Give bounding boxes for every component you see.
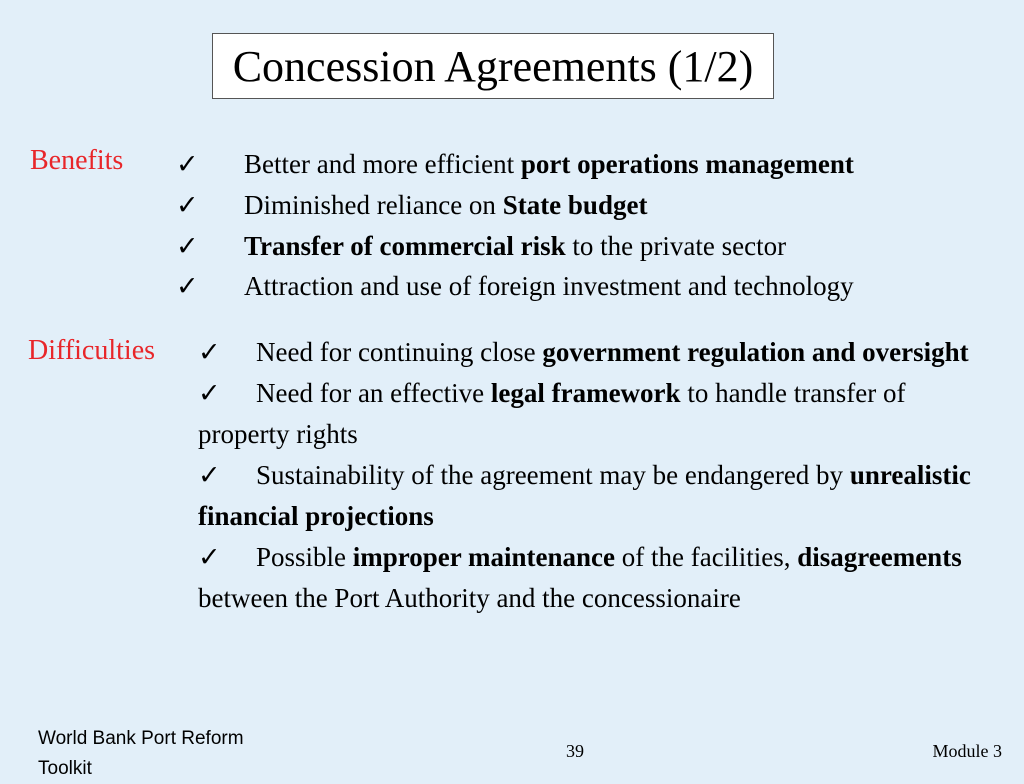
difficulty-bold-text: improper maintenance <box>352 542 616 572</box>
benefit-item <box>176 185 647 225</box>
difficulty-text: Need for continuing close <box>256 337 543 367</box>
difficulty-item <box>198 537 998 619</box>
checkmark-icon: ✓ <box>198 460 221 490</box>
difficulty-bold-text-2: disagreements <box>797 542 962 572</box>
difficulty-text-post: to handle transfer of property rights <box>198 378 906 449</box>
checkmark-icon: ✓ <box>176 271 199 301</box>
difficulties-list <box>198 332 998 619</box>
benefit-text: Better and more efficient <box>244 149 521 179</box>
difficulty-bold-text: unrealistic financial projections <box>198 460 971 531</box>
benefits-label: Benefits <box>30 145 124 176</box>
checkmark-icon: ✓ <box>198 378 221 408</box>
checkmark-icon: ✓ <box>176 231 199 261</box>
slide-title: Concession Agreements (1/2) <box>232 41 754 91</box>
difficulty-bold-text: government regulation and oversight <box>542 337 969 367</box>
benefit-item <box>176 226 786 266</box>
page-number: 39 <box>566 741 584 761</box>
difficulty-text-post: of the facilities, <box>615 542 798 572</box>
module-label: Module 3 <box>932 741 1002 761</box>
benefit-item <box>176 144 854 184</box>
benefit-text: Diminished reliance on <box>244 190 503 220</box>
benefit-text-post: to the private sector <box>565 231 787 261</box>
slide-title-box <box>212 33 774 99</box>
difficulty-text: Possible <box>256 542 353 572</box>
difficulty-item <box>198 373 998 455</box>
difficulty-bold-text: legal framework <box>490 378 681 408</box>
difficulty-text-post-2: between the Port Authority and the concessionaire <box>198 583 741 613</box>
difficulty-item <box>198 332 998 373</box>
difficulties-label: Difficulties <box>28 335 156 366</box>
checkmark-icon: ✓ <box>198 337 221 367</box>
benefit-bold-text: Transfer of commercial risk <box>244 231 566 261</box>
checkmark-icon: ✓ <box>176 190 199 220</box>
benefit-item <box>176 266 854 306</box>
difficulty-text: Need for an effective <box>256 378 491 408</box>
benefit-text: Attraction and use of foreign investment and technology <box>244 271 854 301</box>
checkmark-icon: ✓ <box>198 542 221 572</box>
benefit-bold-text: port operations management <box>520 149 854 179</box>
difficulty-text: Sustainability of the agreement may be endangered by <box>256 460 850 490</box>
benefit-bold-text: State budget <box>502 190 648 220</box>
footer-source: World Bank Port Reform Toolkit <box>38 728 244 779</box>
difficulty-item <box>198 455 998 537</box>
checkmark-icon: ✓ <box>176 149 199 179</box>
